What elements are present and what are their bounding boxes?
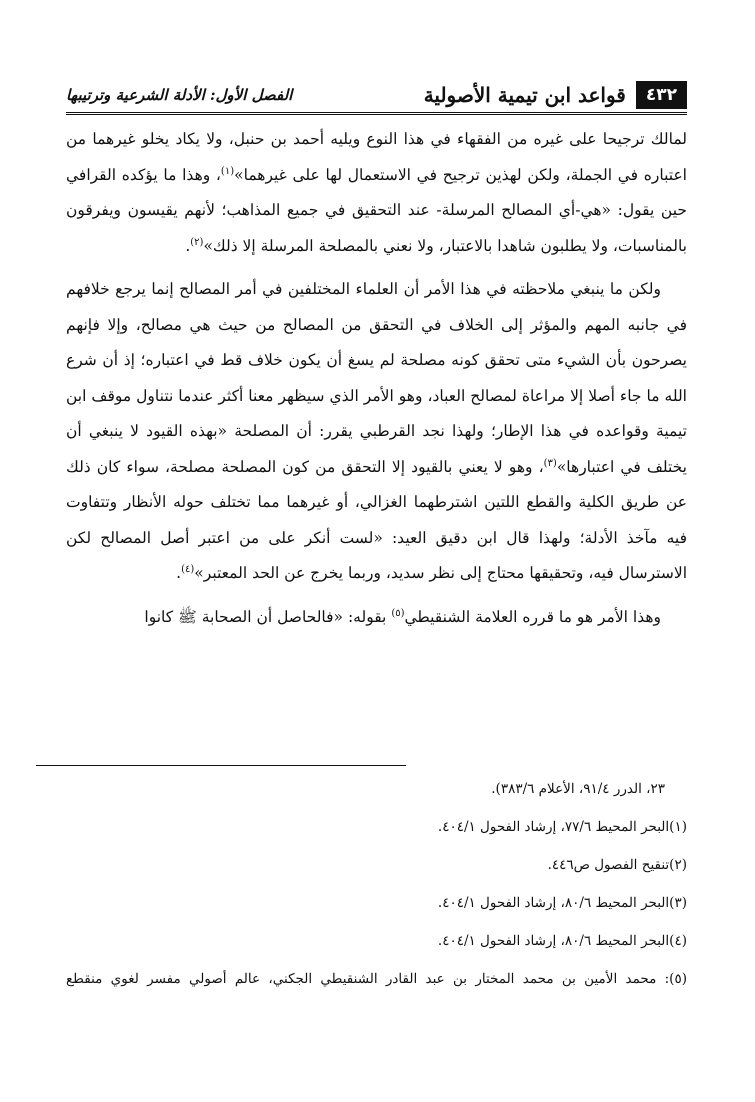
- footnote-1: (١)البحر المحيط ٧٧/٦، إرشاد الفحول ٤٠٤/١.: [437, 819, 687, 835]
- paragraph-text: لمالك ترجيحا على غيره من الفقهاء في هذا النوع ويليه أحمد بن حنبل، ولا يكاد يخلو غيرهما من اعتباره في الجملة، ولكن لهذين ترجيح في الاستعمال لها على غيرهما»: [66, 130, 687, 184]
- page-header: [66, 78, 687, 115]
- footnote-marker: (٢): [190, 236, 204, 248]
- paragraph-text: ، وهذا ما يؤكده القرافي حين يقول: «هي-أي المصالح المرسلة- عند التحقيق في جميع المذاهب؛ لأنهم يقيسون ويفرقون بالمناسبات، ولا يطلبون شاهدا بالاعتبار، ولا نعني بالمصلحة المرسلة إلا ذلك»: [66, 165, 687, 255]
- footnote-marker: (٤): [181, 563, 195, 575]
- paragraph-text: ، وهو لا يعني بالقيود إلا التحقق من كون المصلحة مصلحة، سواء كان ذلك عن طريق الكلية والقطع اللتين اشترطهما الغزالي، أو غيرهما مما تختلف حوله الأنظار وتتفاوت فيه مآخذ الأدلة؛ ولهذا قال ابن دقيق العيد: «لست أنكر على من اعتبر أصل المصالح لكن الاسترسال فيه، وتحقيقها محتاج إلى نظر سديد، وربما يخرج عن الحد المعتبر»: [66, 457, 687, 582]
- footnote-marker: (٥): [391, 607, 405, 619]
- paragraph-text: وهذا الأمر هو ما قرره العلامة الشنقيطي: [404, 607, 661, 626]
- book-title: قواعد ابن تيمية الأصولية: [423, 83, 626, 107]
- paragraph-text: بقوله: «فالحاصل أن الصحابة ﷺ كانوا: [144, 607, 392, 626]
- footnote-separator: [36, 765, 406, 766]
- footnote-4: (٤)البحر المحيط ٨٠/٦، إرشاد الفحول ٤٠٤/١.: [437, 933, 687, 949]
- chapter-title: الفصل الأول: الأدلة الشرعية وترتيبها: [66, 86, 293, 104]
- footnote-3: (٣)البحر المحيط ٨٠/٦، إرشاد الفحول ٤٠٤/١.: [437, 895, 687, 911]
- footnote-2: (٢)تنقيح الفصول ص٤٤٦.: [547, 857, 687, 873]
- paragraph-text: .: [176, 564, 182, 582]
- footnote-5: (٥): محمد الأمين بن محمد المختار بن عبد القادر الشنقيطي الجكني، عالم أصولي مفسر لغوي منقطع: [66, 971, 687, 987]
- page-number: ٤٣٢: [636, 81, 687, 109]
- paragraph-text: ولكن ما ينبغي ملاحظته في هذا الأمر أن العلماء المختلفين في أمر المصالح إنما يرجع خلافهم في جانبه المهم والمؤثر إلى الخلاف في التحقق من المصالح من حيث هي مصالح، وإلا فإنهم يصرحون بأن الشيء متى تحقق كونه مصلحة لم يسغ أن يكون خلاف قط في اعتباره؛ إذ أن شرع الله ما جاء أصلا إلا مراعاة لمصالح العباد، وهو الأمر الذي سيظهر معنا أكثر عندما نتناول موقف ابن تيمية وقواعده في هذا الإطار؛ ولهذا نجد القرطبي يقرر: أن المصلحة «بهذه القيود لا ينبغي أن يختلف في اعتبارها»: [66, 280, 687, 476]
- main-text: [66, 122, 687, 635]
- footnote-marker: (١): [220, 165, 235, 177]
- footnote-continuation: ٢٣، الدرر ٩١/٤، الأعلام ٣٨٣/٦).: [491, 781, 665, 797]
- footnote-marker: (٣): [543, 457, 557, 469]
- paragraph-2: [66, 272, 687, 592]
- paragraph-1: [66, 122, 687, 264]
- footnotes: [66, 770, 687, 998]
- paragraph-text: .: [185, 236, 191, 255]
- paragraph-3: [66, 600, 687, 636]
